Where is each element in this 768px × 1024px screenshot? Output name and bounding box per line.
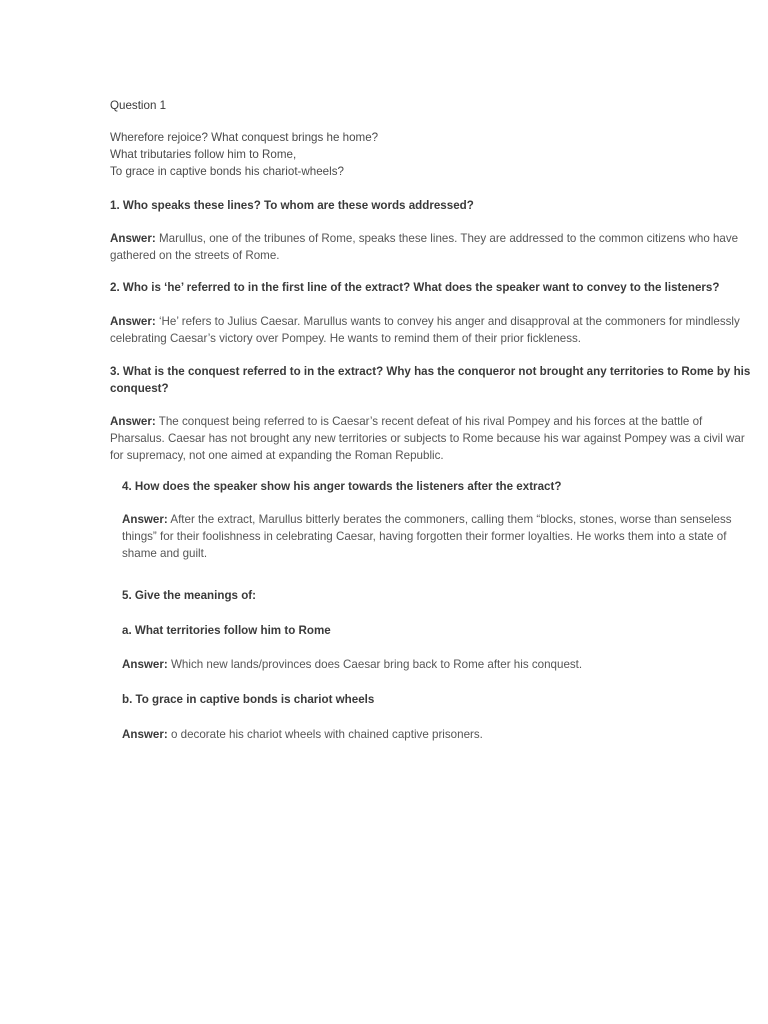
question-3: 3. What is the conquest referred to in the extract? Why has the conqueror not brought any territories to Rome by his conquest?: [110, 365, 751, 395]
question-5b: b. To grace in captive bonds is chariot wheels: [122, 693, 375, 706]
answer-label: Answer:: [110, 315, 156, 328]
question-5-heading: 5. Give the meanings of:: [122, 589, 257, 602]
question-4: 4. How does the speaker show his anger towards the listeners after the extract?: [122, 480, 562, 493]
answer-2: [110, 313, 760, 347]
answer-1: [110, 230, 760, 264]
answer-4: [122, 511, 732, 562]
poem-line: What tributaries follow him to Rome,: [110, 148, 297, 161]
answer-text: The conquest being referred to is Caesar’s recent defeat of his rival Pompey and his forces at the battle of Pharsalus. Caesar has not brought any new territories or subjects to Rome because his war against Pompey was a civil war for supremacy, not one aimed at expanding the Roman Republic.: [110, 415, 745, 462]
answer-5b: [122, 726, 732, 743]
answer-label: Answer:: [122, 513, 168, 526]
answer-label: Answer:: [110, 232, 156, 245]
answer-text: ‘He’ refers to Julius Caesar. Marullus wants to convey his anger and disapproval at the commoners for mindlessly celebrating Caesar’s victory over Pompey. He wants to remind them of their prior fickleness.: [110, 315, 740, 345]
answer-label: Answer:: [122, 728, 168, 741]
poem-line: To grace in captive bonds his chariot-wheels?: [110, 165, 344, 178]
answer-3: [110, 413, 760, 464]
answer-text: o decorate his chariot wheels with chained captive prisoners.: [170, 728, 483, 741]
answer-text: Which new lands/provinces does Caesar bring back to Rome after his conquest.: [170, 658, 583, 671]
answer-label: Answer:: [122, 658, 168, 671]
answer-label: Answer:: [110, 415, 156, 428]
answer-text: Marullus, one of the tribunes of Rome, speaks these lines. They are addressed to the common citizens who have gathered on the streets of Rome.: [110, 232, 739, 262]
question-2: 2. Who is ‘he’ referred to in the first line of the extract? What does the speaker want to convey to the listeners?: [110, 281, 720, 294]
answer-5a: [122, 656, 732, 673]
question-title: Question 1: [110, 99, 167, 112]
poem-extract: [110, 129, 378, 180]
question-1: 1. Who speaks these lines? To whom are these words addressed?: [110, 199, 474, 212]
poem-line: Wherefore rejoice? What conquest brings he home?: [110, 131, 379, 144]
answer-text: After the extract, Marullus bitterly berates the commoners, calling them “blocks, stones, worse than senseless things” for their foolishness in celebrating Caesar, having forgotten their former loyalties. He works them into a state of shame and guilt.: [122, 513, 732, 560]
question-5a: a. What territories follow him to Rome: [122, 624, 331, 637]
